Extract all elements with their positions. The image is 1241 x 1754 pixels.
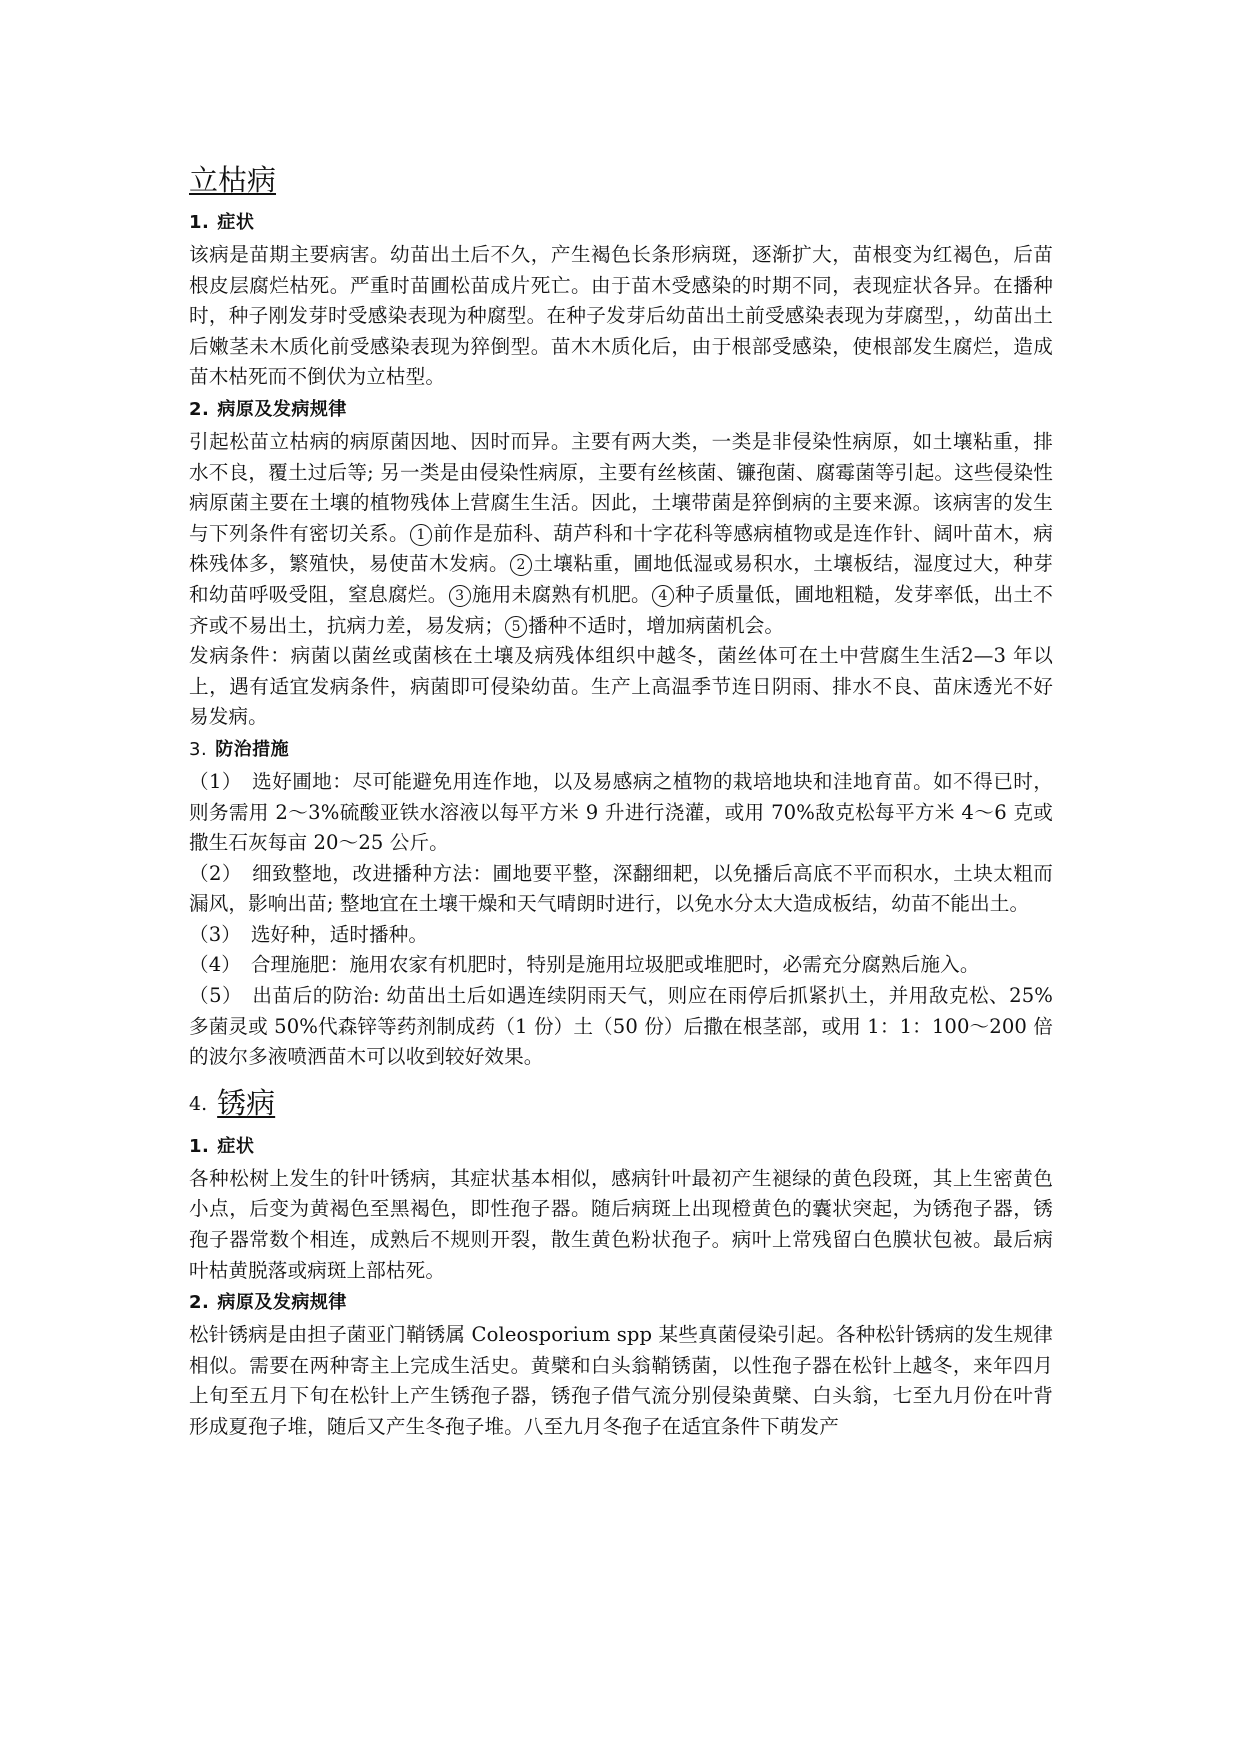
- paragraph-cause: [189, 427, 1053, 641]
- circled-number-3: 3: [449, 585, 471, 607]
- circled-number-1: 1: [410, 524, 432, 546]
- heading-cause: [189, 1286, 1053, 1320]
- cause-text: 前作是茄科、葫芦科和十字花科等感病植物或是连作针、阔叶苗木，病株残体多，繁殖快，易使苗木发病。: [189, 521, 1053, 576]
- control-item-3: （3） 选好种，适时播种。: [189, 922, 429, 946]
- document-content: [189, 160, 1053, 1443]
- control-item-5: （5） 出苗后的防治: 幼苗出土后如遇连续阴雨天气，则应在雨停后抓紧扒土，并用敌克松、25%多菌灵或 50%代森锌等药剂制成药（1 份）土（50 份）后撒在根茎部，或用 1：1：100～200 倍的波尔多液喷洒苗木可以收到较好效果。: [189, 984, 1053, 1069]
- section-title-damping-off: 立枯病: [189, 163, 277, 197]
- cause-text: 施用未腐熟有机肥。: [471, 582, 651, 606]
- heading-symptom: [189, 1130, 1053, 1164]
- circled-number-4: 4: [652, 585, 674, 607]
- heading-symptom: [189, 206, 1053, 240]
- circled-number-5: 5: [505, 616, 527, 638]
- circled-number-2: 2: [510, 554, 532, 576]
- heading-cause: [189, 393, 1053, 427]
- paragraph-symptom: 该病是苗期主要病害。幼苗出土后不久，产生褐色长条形病斑，逐渐扩大，苗根变为红褐色，后苗根皮层腐烂枯死。严重时苗圃松苗成片死亡。由于苗木受感染的时期不同，表现症状各异。在播种时，种子刚发芽时受感染表现为种腐型。在种子发芽后幼苗出土前受感染表现为芽腐型，，幼苗出土后嫩茎未木质化前受感染表现为猝倒型。苗木木质化后，由于根部受感染，使根部发生腐烂，造成苗木枯死而不倒伏为立枯型。: [189, 243, 1053, 389]
- heading-text: 症状: [217, 1135, 255, 1157]
- heading-text: 症状: [217, 212, 255, 233]
- heading-number: 2.: [189, 1292, 210, 1314]
- heading-text: 防治措施: [215, 738, 290, 760]
- section-title-rust: [189, 1083, 1053, 1124]
- heading-text: 病原及发病规律: [217, 398, 347, 420]
- heading-number: 1.: [189, 212, 210, 233]
- paragraph-rust-cause: 松针锈病是由担子菌亚门鞘锈属 Coleosporium spp 某些真菌侵染引起。各种松针锈病的发生规律相似。需要在两种寄主上完成生活史。黄檗和白头翁鞘锈菌，以性孢子器在松针上越冬，来年四月上旬至五月下旬在松针上产生锈孢子器，锈孢子借气流分别侵染黄檗、白头翁，七至九月份在叶背形成夏孢子堆，随后又产生冬孢子堆。八至九月冬孢子在适宜条件下萌发产: [189, 1323, 1053, 1438]
- heading-number: 3.: [189, 738, 208, 760]
- control-item-1: （1） 选好圃地：尽可能避免用连作地，以及易感病之植物的栽培地块和洼地育苗。如不得已时，则务需用 2～3%硫酸亚铁水溶液以每平方米 9 升进行浇灌，或用 70%敌克松每平方米 4～6 克或撒生石灰每亩 20～25 公斤。: [189, 769, 1053, 855]
- control-item-4: （4） 合理施肥：施用农家有机肥时，特别是施用垃圾肥或堆肥时，必需充分腐熟后施入。: [189, 953, 980, 977]
- section-title-text: 锈病: [217, 1085, 276, 1120]
- paragraph-rust-symptom: 各种松树上发生的针叶锈病，其症状基本相似，感病针叶最初产生褪绿的黄色段斑，其上生密黄色小点，后变为黄褐色至黑褐色，即性孢子器。随后病斑上出现橙黄色的囊状突起，为锈孢子器，锈孢子器常数个相连，成熟后不规则开裂，散生黄色粉状孢子。病叶上常残留白色膜状包被。最后病叶枯黄脱落或病斑上部枯死。: [189, 1166, 1053, 1282]
- cause-text: 引起松苗立枯病的病原菌因地、因时而异。主要有两大类，一类是非侵染性病原，如土壤粘重，排水不良，覆土过后等; 另一类是由侵染性病原，主要有丝核菌、镰孢菌、腐霉菌等引起。这些侵染性病原菌主要在土壤的植物残体上营腐生生活。因此，土壤带菌是猝倒病的主要来源。该病害的发生与下列条件有密切关系。: [189, 429, 1053, 545]
- spacer: [189, 1073, 1053, 1083]
- cause-text: 土壤粘重，圃地低湿或易积水，土壤板结，湿度过大，种芽和幼苗呼吸受阻，窒息腐烂。: [189, 552, 1053, 606]
- heading-number: 1.: [189, 1135, 210, 1157]
- heading-control: [189, 733, 1053, 767]
- heading-number: 2.: [189, 398, 210, 420]
- heading-text: 病原及发病规律: [217, 1292, 347, 1314]
- paragraph-condition: 发病条件：病菌以菌丝或菌核在土壤及病残体组织中越冬，菌丝体可在土中营腐生生活2—3 年以上，遇有适宜发病条件，病菌即可侵染幼苗。生产上高温季节连日阴雨、排水不良、苗床透光不好易发病。: [189, 644, 1053, 729]
- cause-text: 播种不适时，增加病菌机会。: [528, 613, 785, 637]
- cause-text: 种子质量低，圃地粗糙，发芽率低，出土不齐或不易出土，抗病力差，易发病；: [189, 582, 1053, 637]
- section-number: 4.: [189, 1092, 208, 1115]
- control-item-2: （2） 细致整地，改进播种方法：圃地要平整，深翻细耙，以免播后高底不平而积水，土块太粗而漏风，影响出苗; 整地宜在土壤干燥和天气晴朗时进行，以免水分太大造成板结，幼苗不能出土。: [189, 861, 1053, 916]
